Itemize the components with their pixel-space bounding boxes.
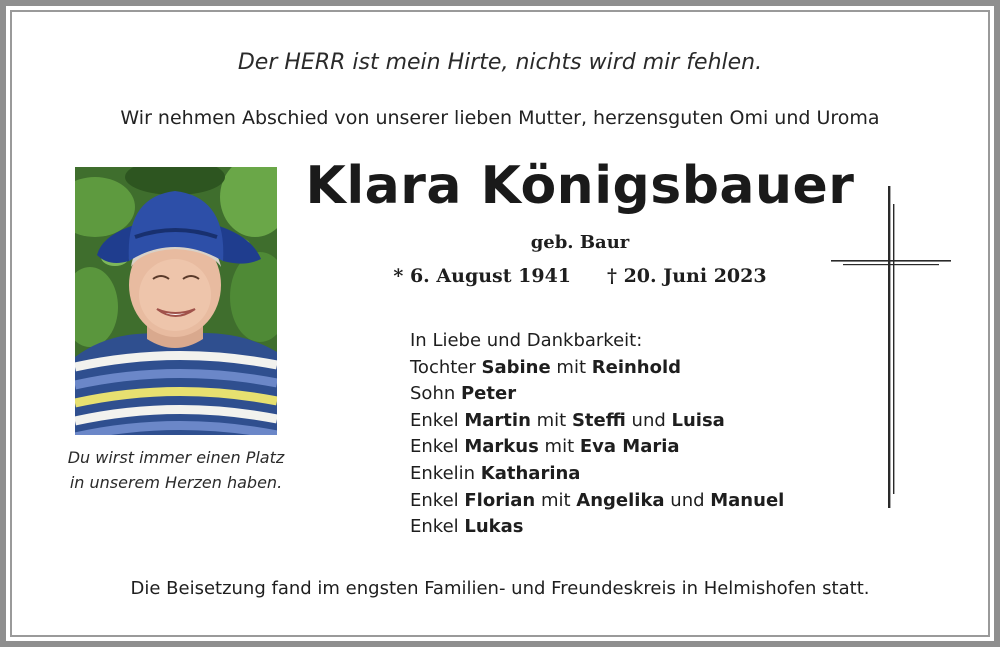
deceased-name: Klara Königsbauer xyxy=(305,156,855,216)
mourner-row: Enkelin Katharina xyxy=(410,462,581,484)
mourner-row: Sohn Peter xyxy=(410,383,517,405)
mourner-row: Enkel Markus mit Eva Maria xyxy=(410,436,680,458)
photo-caption xyxy=(26,445,326,495)
mourner-row: Enkel Lukas xyxy=(410,516,524,538)
mourner-row: Enkel Florian mit Angelika und Manuel xyxy=(410,489,785,511)
latin-cross-icon xyxy=(831,186,951,508)
mourners-list xyxy=(410,328,784,541)
bible-verse: Der HERR ist mein Hirte, nichts wird mir fehlen. xyxy=(237,50,763,75)
mourners-heading: In Liebe und Dankbarkeit: xyxy=(410,330,643,351)
caption-line-2: in unserem Herzen haben. xyxy=(69,473,283,492)
mourner-row: Enkel Martin mit Steffi und Luisa xyxy=(410,409,725,431)
life-dates xyxy=(296,265,864,287)
birth-date: * 6. August 1941 xyxy=(393,265,572,287)
mourner-row: Tochter Sabine mit Reinhold xyxy=(410,356,682,378)
maiden-name: geb. Baur xyxy=(530,232,630,253)
portrait-photo xyxy=(75,167,277,435)
death-date: † 20. Juni 2023 xyxy=(607,265,767,287)
burial-note: Die Beisetzung fand im engsten Familien- und Freundeskreis in Helmishofen statt. xyxy=(130,578,870,599)
notice-frame xyxy=(6,6,994,641)
caption-line-1: Du wirst immer einen Platz xyxy=(67,448,285,467)
intro-line: Wir nehmen Abschied von unserer lieben Mutter, herzensguten Omi und Uroma xyxy=(120,107,880,129)
